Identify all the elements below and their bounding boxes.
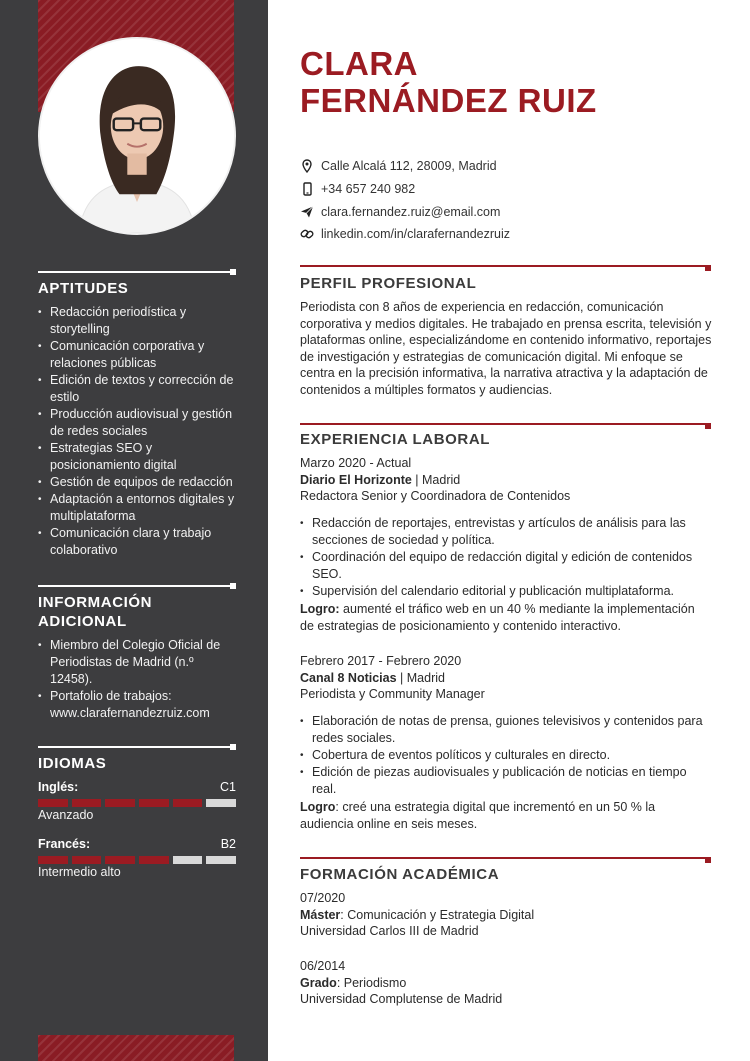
education-date: 06/2014 (300, 959, 346, 973)
achievement-label: Logro: (300, 602, 340, 616)
name-line: FERNÁNDEZ RUIZ (300, 82, 597, 119)
contact-text: Calle Alcalá 112, 28009, Madrid (321, 159, 497, 174)
education-degree (300, 975, 406, 992)
degree-name: : Comunicación y Estrategia Digital (340, 908, 535, 922)
education-school: Universidad Carlos III de Madrid (300, 924, 479, 938)
language-level: B2 (220, 837, 236, 851)
language-description: Avanzado (38, 808, 94, 822)
contact-text[interactable]: clara.fernandez.ruiz@email.com (321, 204, 501, 219)
degree-name: : Periodismo (336, 976, 407, 990)
education-title: FORMACIÓN ACADÉMICA (300, 866, 500, 883)
job-location: | Madrid (396, 671, 445, 685)
section-divider (300, 423, 711, 425)
job-company: Diario El Horizonte (300, 473, 412, 487)
list-item: • Redacción periodística y storytelling (38, 304, 238, 338)
job-duties (300, 713, 712, 798)
job-location: | Madrid (411, 473, 461, 487)
job-employer (300, 670, 445, 687)
decorative-pattern-bottom (38, 1035, 234, 1061)
education-date: 07/2020 (300, 891, 346, 905)
job-employer (300, 472, 460, 489)
additional-info-title: INFORMACIÓN ADICIONAL (38, 594, 153, 630)
education-degree (300, 907, 534, 924)
list-item: • Edición de textos y corrección de estilo (38, 372, 238, 406)
level-segment-empty (206, 856, 236, 864)
contact-info (300, 155, 510, 246)
language-name: Inglés: (38, 780, 79, 794)
additional-info-list (38, 637, 238, 722)
profile-title: PERFIL PROFESIONAL (300, 275, 477, 292)
list-item: • Elaboración de notas de prensa, guiones televisivos y contenidos para redes sociales. (300, 713, 712, 747)
language-description: Intermedio alto (38, 865, 121, 879)
candidate-name (300, 45, 597, 119)
level-segment-empty (206, 799, 236, 807)
language-name: Francés: (38, 837, 91, 851)
level-segment-filled (105, 856, 135, 864)
list-item: • Gestión de equipos de redacción (38, 474, 238, 491)
section-divider (300, 857, 711, 859)
sidebar (0, 0, 268, 1061)
list-item: • Adaptación a entornos digitales y multiplataforma (38, 491, 238, 525)
contact-phone (300, 178, 510, 201)
language-english (38, 780, 236, 794)
languages-title: IDIOMAS (38, 755, 107, 772)
level-segment-filled (38, 799, 68, 807)
language-level-bar (38, 856, 236, 864)
job-dates: Febrero 2017 - Febrero 2020 (300, 654, 462, 668)
list-item: • Coordinación del equipo de redacción digital y edición de contenidos SEO. (300, 549, 712, 583)
job-achievement (300, 601, 712, 634)
section-divider (38, 746, 236, 748)
send-icon (300, 205, 314, 219)
list-item: • Comunicación clara y trabajo colaborativo (38, 525, 238, 559)
profile-text: Periodista con 8 años de experiencia en redacción, comunicación corporativa y medios digitales. He trabajado en prensa escrita, televisión y plataformas online, especializándome en contenido informativo, reportajes de investigación y estrategias de comunicación digital. Mi enfoque se centra en la precisión informativa, la narrativa atractiva y la adaptación de contenidos a múltiples formatos y audiencias. (300, 300, 712, 397)
list-item: • Cobertura de eventos políticos y culturales en directo. (300, 747, 712, 764)
level-segment-filled (173, 799, 203, 807)
language-level: C1 (220, 780, 236, 794)
section-divider (38, 271, 236, 273)
language-level-bar (38, 799, 236, 807)
experience-title: EXPERIENCIA LABORAL (300, 431, 491, 448)
list-item: • Producción audiovisual y gestión de redes sociales (38, 406, 238, 440)
list-item: • Portafolio de trabajos: www.clarafernandezruiz.com (38, 688, 238, 722)
list-item: • Supervisión del calendario editorial y publicación multiplataforma. (300, 583, 712, 600)
level-segment-filled (38, 856, 68, 864)
achievement-label: Logro (300, 800, 336, 814)
list-item: • Edición de piezas audiovisuales y publicación de noticias en tiempo real. (300, 764, 712, 798)
level-segment-filled (72, 856, 102, 864)
section-divider (38, 585, 236, 587)
skills-title: APTITUDES (38, 280, 129, 297)
portrait-illustration (40, 39, 234, 233)
job-company: Canal 8 Noticias (300, 671, 397, 685)
level-segment-filled (139, 856, 169, 864)
degree-label: Grado (300, 976, 337, 990)
contact-linkedin[interactable] (300, 223, 510, 246)
phone-icon (300, 182, 314, 196)
level-segment-empty (173, 856, 203, 864)
achievement-text: aumenté el tráfico web en un 40 % mediante la implementación de estrategias de posicionamiento y contenido interactivo. (300, 602, 695, 633)
contact-text[interactable]: linkedin.com/in/clarafernandezruiz (321, 227, 510, 242)
list-item: • Miembro del Colegio Oficial de Periodistas de Madrid (n.º 12458). (38, 637, 238, 688)
job-achievement (300, 799, 712, 832)
location-pin-icon (300, 159, 314, 173)
level-segment-filled (72, 799, 102, 807)
link-icon (300, 227, 314, 241)
job-role: Periodista y Community Manager (300, 687, 485, 701)
skills-list (38, 304, 238, 559)
contact-email[interactable] (300, 200, 510, 223)
list-item: • Redacción de reportajes, entrevistas y artículos de análisis para las secciones de sociedad y política. (300, 515, 712, 549)
job-dates: Marzo 2020 - Actual (300, 456, 412, 470)
profile-photo (38, 37, 236, 235)
section-divider (300, 265, 711, 267)
degree-label: Máster (300, 908, 341, 922)
list-item: • Comunicación corporativa y relaciones públicas (38, 338, 238, 372)
contact-address (300, 155, 510, 178)
list-item: • Estrategias SEO y posicionamiento digital (38, 440, 238, 474)
language-french (38, 837, 236, 851)
achievement-text: : creé una estrategia digital que incrementó en un 50 % la audiencia online en seis meses. (300, 800, 656, 831)
job-duties (300, 515, 712, 600)
name-line: CLARA (300, 45, 418, 82)
job-role: Redactora Senior y Coordinadora de Contenidos (300, 489, 571, 503)
education-school: Universidad Complutense de Madrid (300, 992, 503, 1006)
contact-text: +34 657 240 982 (321, 182, 416, 197)
level-segment-filled (105, 799, 135, 807)
level-segment-filled (139, 799, 169, 807)
